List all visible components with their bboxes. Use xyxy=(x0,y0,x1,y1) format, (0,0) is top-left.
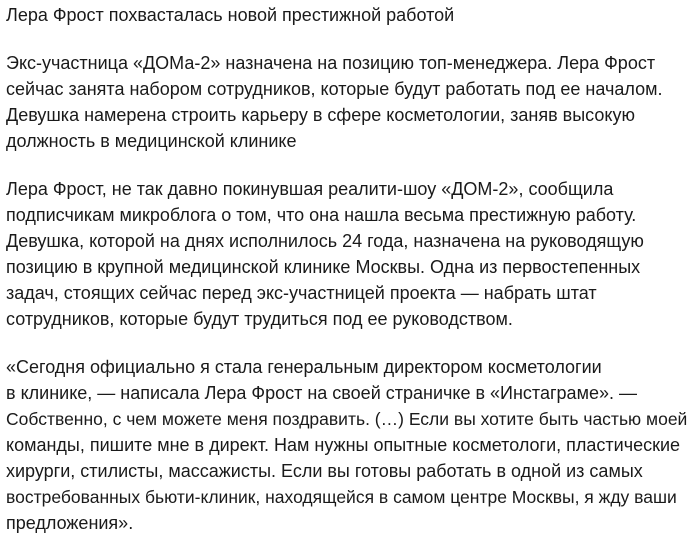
text-line: Экс-участница «ДОМа-2» назначена на позицию топ-менеджера. Лера Фрост xyxy=(6,53,656,73)
article-paragraph-body xyxy=(6,176,693,332)
text-line: «Сегодня официально я стала генеральным директором косметологии xyxy=(6,357,602,377)
text-line: подписчикам микроблога о том, что она нашла весьма престижную работу. xyxy=(6,205,637,225)
text-line: должность в медицинской клинике xyxy=(6,131,297,151)
text-line: команды, пишите мне в директ. Нам нужны опытные косметологи, пластические xyxy=(6,435,681,455)
article-paragraph-lead xyxy=(6,50,693,154)
text-line: сейчас занята набором сотрудников, которые будут работать под ее началом. xyxy=(6,79,663,99)
article-paragraph-quote xyxy=(6,354,693,536)
text-line: Лера Фрост, не так давно покинувшая реалити-шоу «ДОМ-2», сообщила xyxy=(6,179,614,199)
text-line: Девушка намерена строить карьеру в сфере косметологии, заняв высокую xyxy=(6,105,635,125)
text-line: позицию в крупной медицинской клинике Москвы. Одна из первостепенных xyxy=(6,257,641,277)
text-line: в клинике, — написала Лера Фрост на своей страничке в «Инстаграме». — xyxy=(6,383,637,403)
article-title: Лера Фрост похвасталась новой престижной работой xyxy=(6,5,455,25)
text-line: задач, стоящих сейчас перед экс-участницей проекта — набрать штат xyxy=(6,283,597,303)
text-line: хирурги, стилисты, массажисты. Если вы готовы работать в одной из самых xyxy=(6,461,643,481)
text-line: востребованных бьюти-клиник, находящейся в самом центре Москвы, я жду ваши xyxy=(6,487,677,507)
text-line: предложения». xyxy=(6,513,134,533)
text-line: Собственно, с чем можете меня поздравить. (…) Если вы хотите быть частью моей xyxy=(6,409,688,429)
text-line: Девушка, которой на днях исполнилось 24 года, назначена на руководящую xyxy=(6,231,644,251)
text-line: сотрудников, которые будут трудиться под ее руководством. xyxy=(6,309,513,329)
